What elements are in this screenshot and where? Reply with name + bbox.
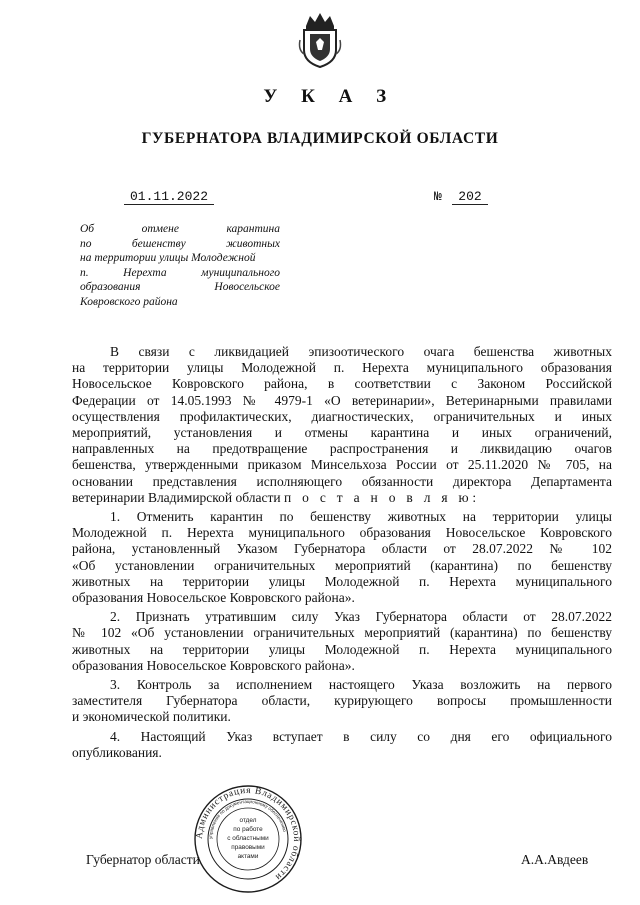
stamp-line: с областными xyxy=(227,835,269,842)
document-subtitle: ГУБЕРНАТОРА ВЛАДИМИРСКОЙ ОБЛАСТИ xyxy=(141,130,499,147)
text-line: и экономической политики. xyxy=(72,709,231,725)
signer-position: Губернатор области xyxy=(86,852,200,867)
decree-subject xyxy=(80,222,280,309)
decree-body xyxy=(72,344,612,761)
text-line xyxy=(72,490,612,506)
decree-item-3 xyxy=(72,677,612,726)
subject-line: на территории улицы Молодежной xyxy=(80,252,256,264)
text-line: В связи с ликвидацией эпизоотического очага бешенства животных xyxy=(110,344,612,359)
text-line: 3. Контроль за исполнением настоящего Указа возложить на первого xyxy=(110,677,612,693)
text-line: 2. Признать утратившим силу Указ Губернатора области от 28.07.2022 xyxy=(110,609,612,625)
stamp-line: актами xyxy=(237,853,259,860)
number-label: № xyxy=(434,189,442,204)
stamp-line: правовыми xyxy=(231,844,265,851)
text-fragment: ветеринарии Владимирской области xyxy=(72,489,281,505)
preamble-paragraph xyxy=(72,344,612,506)
subject-line: п. Нерехта муниципального xyxy=(80,266,280,279)
subject-line: образования Новосельское xyxy=(80,281,280,293)
text-line: 4. Настоящий Указ вступает в силу со дня его официального xyxy=(110,728,612,744)
stamp-inner-ring-text: управление по документационному обеспечению xyxy=(207,798,288,840)
text-line: Федерации от 14.05.1993 № 4979-1 «О ветеринарии», Ветеринарными правилами xyxy=(72,392,612,408)
text-line: Новосельское Ковровского района, в соответствии с Законом Российской xyxy=(72,376,612,392)
stamp-ring-text: Администрация Владимирской области xyxy=(194,785,302,883)
document-number: 202 xyxy=(452,189,488,205)
decree-item-4 xyxy=(72,729,612,761)
stamp-line: отдел xyxy=(239,817,257,824)
text-line: № 102 «Об установлении ограничительных мероприятий (карантина) по бешенству xyxy=(72,625,612,641)
decree-word: п о с т а н о в л я ю: xyxy=(284,489,480,505)
text-line: образования Новосельское Ковровского района». xyxy=(72,657,355,673)
text-line: опубликования. xyxy=(72,744,162,760)
subject-line: по бешенству животных xyxy=(80,237,280,250)
signer-name: А.А.Авдеев xyxy=(521,852,589,867)
text-line: заместителя Губернатора области, курирующего вопросы промышленности xyxy=(72,693,612,709)
text-line: мероприятий, установления и отмены карантина и иных ограничений, xyxy=(72,425,612,441)
document-date: 01.11.2022 xyxy=(124,189,214,205)
subject-line: Ковровского района xyxy=(80,295,178,308)
document-title: У К А З xyxy=(263,86,396,107)
decree-item-1 xyxy=(72,509,612,606)
text-line: животных на территории улицы Молодежной п. Нерехта муниципального xyxy=(72,573,612,589)
text-line: образования Новосельское Ковровского района». xyxy=(72,590,355,606)
text-line: направленных на предотвращение распространения и ликвидацию очагов xyxy=(72,441,612,457)
text-line: основании представления исполняющего обязанности директора Департамента xyxy=(72,473,612,489)
text-line: района, установленный Указом Губернатора области от 28.07.2022 № 102 xyxy=(72,541,612,557)
subject-line: Об отмене карантина xyxy=(80,223,280,235)
decree-item-2 xyxy=(72,609,612,674)
official-stamp xyxy=(192,784,304,894)
stamp-line: по работе xyxy=(233,826,263,833)
text-line: животных на территории улицы Молодежной п. Нерехта муниципального xyxy=(72,641,612,657)
text-line: осуществления профилактических, диагностических, ограничительных и иных xyxy=(72,408,612,424)
coat-of-arms-icon xyxy=(296,10,344,68)
text-line: 1. Отменить карантин по бешенству животных на территории улицы xyxy=(110,509,612,525)
text-line: бешенства, утвержденными приказом Минсельхоза России от 25.11.2020 № 705, на xyxy=(72,457,612,473)
text-line: «Об установлении ограничительных мероприятий (карантина) по бешенству xyxy=(72,557,612,573)
text-line: Молодежной п. Нерехта муниципального образования Новосельское Ковровского xyxy=(72,525,612,541)
text-line: на территории улицы Молодежной п. Нерехта муниципального образования xyxy=(72,360,612,376)
